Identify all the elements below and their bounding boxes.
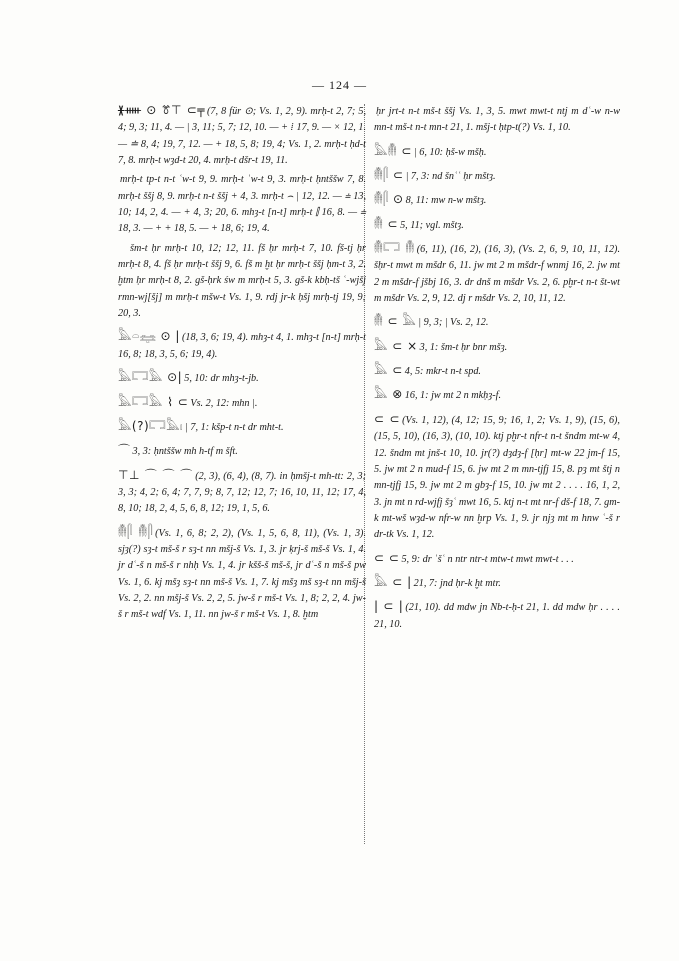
dictionary-entry [374,216,620,234]
entry-text: (2, 3), (6, 4), (8, 7). in ḥmšj-t mh-tt: 2, 3; 3, 3; 4, 2; 6, 4; 7, 7, 9; 8, 7, 12; 12, 7; 16, 10, 11, 12; 17, 4, 8, 10; 18, 2, 4, 5, 6, 8, 12; 19, 1, 5, 6. [118,470,366,515]
dictionary-entry [118,467,366,518]
hieroglyph-group: 𓅓𓉐𓅓 ⌇ ⊂ [118,394,189,409]
hieroglyph-group: 𓅓𓄟 ⊂ [374,143,412,158]
entry-text: 4, 5: mkr-t n-t spd. [404,366,481,378]
dictionary-entry [374,411,620,544]
dictionary-entry [374,102,620,137]
dictionary-entry [118,442,366,460]
dictionary-entry [118,418,366,436]
entry-text: 3, 3: ḥntššw mh h-tf m šft. [132,446,238,458]
dictionary-entry [118,239,366,323]
dictionary-entry [374,240,620,307]
dictionary-entry [118,369,366,387]
hieroglyph-group: 𓅓 ⊗ [374,387,403,402]
dictionary-entry [374,143,620,161]
dictionary-entry [118,170,366,237]
hieroglyph-group: 𓅓 ⊂ × [374,338,418,353]
dictionary-entry [374,167,620,185]
hieroglyph-group: 𓅓 ⊂ | [374,574,412,589]
hieroglyph-group: 𓄟 ⊂ [374,216,399,231]
entry-text: (Vs. 1, 6, 8; 2, 2), (Vs. 1, 5, 6, 8, 11), (Vs. 1, 3). sjȝ(?) sȝ-t mš-š r sȝ-t nn mšj-š Vs. 1, 3. jr ḳrj-š mš-š Vs. 1, 4. jr dʿ-š n mš-š r nhḥ Vs. 1, 4. jr kšš-š mš-š, jr dʿ-š n mš-š pw Vs. 1, 6. kj mšȝ sȝ-t nn mš-š Vs. 1, 7. kj mšȝ mš sȝ-t nn mšj-š Vs. 2, 2. nn mšj-š Vs. 2, 2, 5. jw-š r mš-t Vs. 1, 8; 2, 2, 4. jw-š r mš-t wdf Vs. 1, 11. nn jw-š r mš-t Vs. 1, 8. ḫtm [118,527,366,621]
entry-text: | 7, 3: nd šnʿʿ ḥr mštȝ. [405,171,496,183]
entry-text: Vs. 2, 12: mhn |. [190,397,258,409]
entry-text: (7, 8 für ⊙; Vs. 1, 2, 9). mrḥ-t 2, 7; 5, 4; 9, 3; 11, 4. — | 3, 11; 5, 7; 12, 10. — + ⁞ 17, 9. — × 12, 1. — ≐ 8, 4; 19, 7, 12. — + 18, 5, 8; 19, 4; Vs. 1, 2. mrḥ-t ḥd-t 7, 8. mrḥ-t wȝd-t 20, 4. mrḥ-t dšr-t 19, 11. [118,106,366,167]
hieroglyph-group: 𓄟𓋴 ⊙ [374,192,404,207]
dictionary-entry [374,550,620,568]
entry-text: 16, 1: jw mt 2 n mkḥȝ-f. [404,390,501,402]
entry-text: 21, 7: jnd ḥr-k ḫt mtr. [413,577,501,589]
hieroglyph-group: ⌒ [118,443,131,458]
entry-text: | 9, 3; | Vs. 2, 12. [418,317,489,329]
entry-text: mrḥ-t tp-t n-t ʿw-t 9, 9. mrḥ-t ʿw-t 9, 3. mrḥ-t ḥntššw 7, 8. mrḥ-t ššj 8, 9. mrḥ-t n-t ššj + 4, 3. mrḥ-t ⌢ | 12, 12. — ≐ 13, 10; 14, 2, 4. — + 4, 3; 20, 6. mhȝ-t [n-t] mrḥ-t ⫿ 16, 8. — ≐ 18, 3. — + + 18, 5. — + 18, 6; 19, 4. [118,174,366,235]
entry-text: (21, 10). dd mdw jn Nb-t-ḥ-t 21, 1. dd mdw ḥr . . . . 21, 10. [374,602,620,630]
dictionary-entry [118,524,366,624]
right-column [374,102,620,634]
hieroglyph-group: 𓄟𓉐 𓄟 [374,241,415,256]
dictionary-entry [118,394,366,412]
hieroglyph-group: | ⊂ | [374,599,404,614]
hieroglyph-group: 𓄟𓋴 𓄟𓋴 [118,524,154,539]
entry-text: ḥr jrt-t n-t mš-t ššj Vs. 1, 3, 5. mwt mwt-t ntj m dʿ-w n-w mn-t mš-t n-t mn-t 21, 1. mšj-t ḥtp-t(?) Vs. 1, 10. [374,106,620,134]
entry-text: 3, 1: šm-t ḥr bnr mšȝ. [419,341,508,353]
entry-text: (6, 11), (16, 2), (16, 3), (Vs. 2, 6, 9, 10, 11, 12). šḥr-t mwt m mšdr 6, 11. jw mt 2 m mšdr-f wnmj 16, 2. jw mt 2 m mšdr-f jšbj 16, 3. dr dnš m mšdr Vs. 2, 6. pḫr-t n-t št-wt m mšdr Vs. 2, 9, 12. dj r mšdr Vs. 2, 10, 11, 12. [374,244,620,305]
entry-text: | 6, 10: ḥš-w mšḥ. [413,146,487,158]
entry-text: 5, 11; vgl. mštȝ. [400,219,464,231]
dictionary-entry [374,362,620,380]
entry-text: 5, 10: dr mhȝ-t-jb. [184,373,259,385]
hieroglyph-group: ⊂ ⊂ [374,411,401,426]
dictionary-entry [374,191,620,209]
dictionary-entry [374,313,620,331]
entry-text: 8, 11: mw n-w mštȝ. [405,195,487,207]
dictionary-entry [118,102,366,169]
hieroglyph-group: 𓄟 ⊂ 𓅓 [374,314,417,329]
hieroglyph-group: 𓅓𓏏𓈐 ⊙ | [118,329,180,344]
left-column [118,102,366,625]
hieroglyph-group: 𓅓(?)𓉐𓅓𓏤 [118,418,184,433]
dictionary-entry [374,598,620,633]
hieroglyph-group: ⊤⊥ ⌒ ⌒ ⌒ [118,467,194,482]
dictionary-entry [118,328,366,363]
dictionary-entry [374,574,620,592]
hieroglyph-group: ⊂ ⊂ [374,550,400,565]
hieroglyph-group: 𓅓𓉐𓅓 ⊙| [118,370,183,385]
hieroglyph-group: 𓅓 ⊂ [374,363,403,378]
entry-text: 5, 9: dr ʿšʿ n ntr ntr-t mtw-t mwt mwt-t . . . [401,553,574,565]
entry-text: (18, 3, 6; 19, 4). mhȝ-t 4, 1. mhȝ-t [n-t] mrḥ-t 16, 8; 18, 3, 5, 6; 19, 4). [118,332,366,360]
dictionary-entry [374,386,620,404]
hieroglyph-group: 𓄟𓋴 ⊂ [374,168,404,183]
hieroglyph-group: ᚕᚔ ⊙ ꔢ⊤ ⊂╤ [118,103,206,117]
entry-text: šm-t ḥr mrḥ-t 10, 12; 12, 11. fš ḥr mrḥ-t 7, 10. fš-tj ḥr mrḥ-t 8, 4. fš ḥr mrḥ-t ššj 9, 6. fš m ḫt ḥr mrḥ-t ššj ḥm-t 3, 2. ḫtm ḥr mrḥ-t 8, 2. gš-ḥrk św m mrḥ-t 5, 3. gš-k kbḥ-tš ʿ-wjšj rmn-wj[šj] m mrḥ-t mšw-t Vs. 1, 9. rdj jr-k ḥšj mrḥ-tj 19, 9; 20, 3. [118,242,366,320]
dictionary-entry [374,338,620,356]
entry-text: | 7, 1: kšp-t n-t dr mht-t. [185,421,284,433]
entry-text: (Vs. 1, 12), (4, 12; 15, 9; 16, 1, 2; Vs. 1, 9), (15, 6), (15, 5, 10), (16, 3), (10, 10). ktj pḫr-t nfr-t n-t šndm mt-w 4, 12. šndm mt jnš-t 10, 10. jr(?) dȝdȝ-f [ḥr] mt-w 22 jm-f 15, 5. jw mt 2 n mud-f 15, 6. jw mt 2 m mn-tjfj 15, 8. pȝ mt štj n mn-tjfj 15, 9. jw mt 2 m gbȝ-f 15, 10. jw mt 2 . . . . 16, 1, 2, 3. jn mt n rd-wjfj šȝʿ mwt 16, 5. ktj n-t mt nr-f dš-f 18, 7. gm-k mt-wš wȝd-w nfr-w nn ḫrp Vs. 1, 9. jr njȝ mt m hnw ʿ-š r dr-tk Vs. 1, 12. [374,414,620,541]
page-number: — 124 — [312,78,367,92]
